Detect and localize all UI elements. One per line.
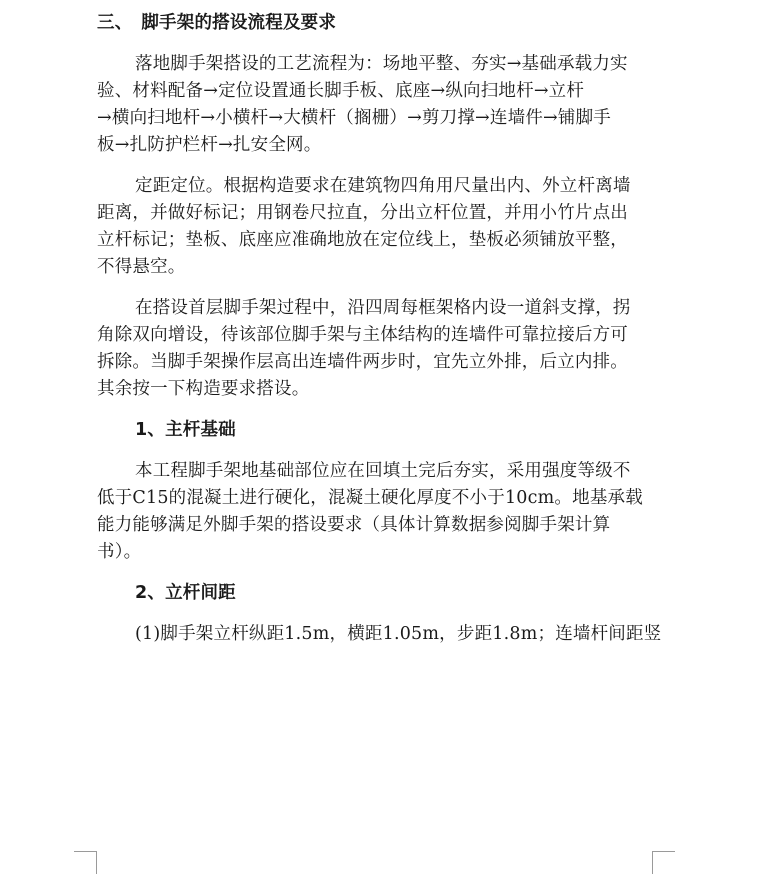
spacer xyxy=(97,159,657,173)
paragraph-line: 能力能够满足外脚手架的搭设要求（具体计算数据参阅脚手架计算 xyxy=(97,515,611,535)
paragraph-line: 落地脚手架搭设的工艺流程为：场地平整、夯实→基础承载力实 xyxy=(135,54,628,74)
paragraph-line: 定距定位。根据构造要求在建筑物四角用尺量出内、外立杆离墙 xyxy=(135,176,631,196)
paragraph-line: 立杆标记；垫板、底座应准确地放在定位线上，垫板必须铺放平整， xyxy=(97,230,628,250)
paragraph-process-flow xyxy=(97,51,657,159)
paragraph-line: 不得悬空。 xyxy=(97,257,186,277)
paragraph-line: 验、材料配备→定位设置通长脚手板、底座→纵向扫地杆→立杆 xyxy=(97,81,585,101)
crop-mark-right xyxy=(652,851,675,874)
paragraph-line: →横向扫地杆→小横杆→大横杆（搁栅）→剪刀撑→连墙件→铺脚手 xyxy=(97,108,611,128)
spacer xyxy=(97,607,657,621)
paragraph-line: 板→扎防护栏杆→扎安全网。 xyxy=(97,135,322,155)
crop-mark-left xyxy=(74,851,97,874)
spacer xyxy=(97,566,657,580)
section-heading: 三、 脚手架的搭设流程及要求 xyxy=(97,13,337,33)
paragraph-spacing xyxy=(97,621,662,648)
paragraph-first-layer xyxy=(97,295,657,403)
paragraph-line: 拆除。当脚手架操作层高出连墙件两步时，宜先立外排，后立内排。 xyxy=(97,352,628,372)
paragraph-line: (1)脚手架立杆纵距1.5m，横距1.05m，步距1.8m；连墙杆间距竖 xyxy=(135,624,662,644)
paragraph-line: 书）。 xyxy=(97,542,142,562)
paragraph-line: 低于C15的混凝土进行硬化，混凝土硬化厚度不小于10cm。地基承载 xyxy=(97,488,643,508)
subsection-heading-spacing: 2、立杆间距 xyxy=(135,583,236,603)
spacer xyxy=(97,444,657,458)
paragraph-line: 其余按一下构造要求搭设。 xyxy=(97,379,310,399)
spacer xyxy=(97,403,657,417)
paragraph-line: 在搭设首层脚手架过程中，沿四周每框架格内设一道斜支撑，拐 xyxy=(135,298,631,318)
document-body xyxy=(97,10,662,648)
paragraph-line: 本工程脚手架地基础部位应在回填土完后夯实，采用强度等级不 xyxy=(135,461,631,481)
spacer xyxy=(97,281,657,295)
paragraph-foundation xyxy=(97,458,657,566)
subsection-heading-foundation: 1、主杆基础 xyxy=(135,420,236,440)
paragraph-line: 角除双向增设，待该部位脚手架与主体结构的连墙件可靠拉接后方可 xyxy=(97,325,628,345)
paragraph-line: 距离，并做好标记；用钢卷尺拉直，分出立杆位置，并用小竹片点出 xyxy=(97,203,628,223)
paragraph-positioning xyxy=(97,173,657,281)
spacer xyxy=(97,37,657,51)
